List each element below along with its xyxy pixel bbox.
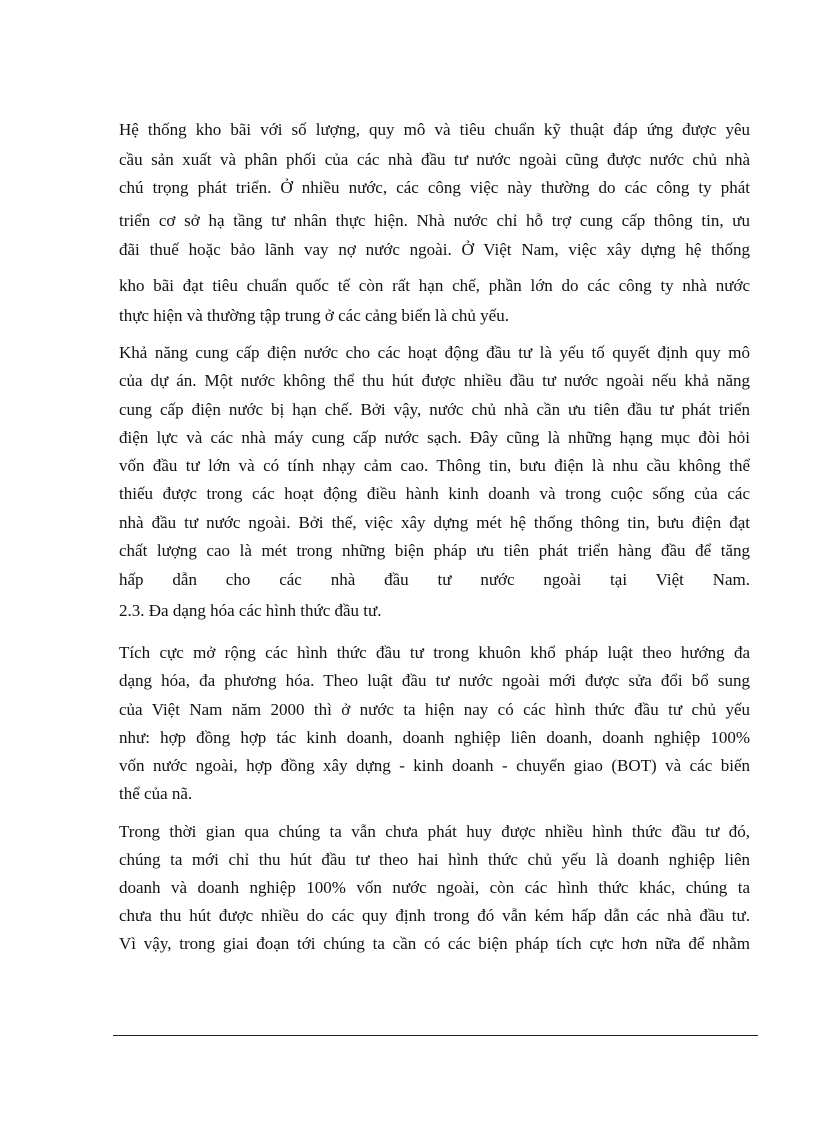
- paragraph-4-line-3: doanh và doanh nghiệp 100% vốn nước ngoài, còn các hình thức khác, chúng ta: [119, 878, 750, 897]
- paragraph-1-line-1: Hệ thống kho bãi với số lượng, quy mô và tiêu chuẩn kỹ thuật đáp ứng được yêu: [119, 120, 750, 139]
- paragraph-3-line-5: vốn nước ngoài, hợp đồng xây dựng - kinh doanh - chuyển giao (BOT) và các biến: [119, 756, 750, 775]
- paragraph-3-line-4: như: hợp đồng hợp tác kinh doanh, doanh nghiệp liên doanh, doanh nghiệp 100%: [119, 728, 750, 747]
- paragraph-2-line-3: cung cấp điện nước bị hạn chế. Bởi vậy, nước chủ nhà cần ưu tiên đầu tư phát triển: [119, 400, 750, 419]
- paragraph-4-line-4: chưa thu hút được nhiều do các quy định trong đó vẫn kém hấp dẫn các nhà đầu tư.: [119, 906, 750, 925]
- paragraph-3-line-6: thể của nã.: [119, 784, 193, 803]
- paragraph-3-line-3: của Việt Nam năm 2000 thì ở nước ta hiện nay có các hình thức đầu tư chủ yếu: [119, 700, 750, 719]
- paragraph-3-line-1: Tích cực mở rộng các hình thức đầu tư trong khuôn khổ pháp luật theo hướng đa: [119, 643, 750, 662]
- paragraph-2-line-6: thiếu được trong các hoạt động điều hành kinh doanh và trong cuộc sống của các: [119, 484, 750, 503]
- paragraph-3-line-2: dạng hóa, đa phương hóa. Theo luật đầu tư nước ngoài mới được sửa đổi bổ sung: [119, 671, 750, 690]
- paragraph-2-line-2: của dự án. Một nước không thể thu hút được nhiều đầu tư nước ngoài nếu khả năng: [119, 371, 750, 390]
- paragraph-2-line-5: vốn đầu tư lớn và có tính nhạy cảm cao. Thông tin, bưu điện là nhu cầu không thể: [119, 456, 750, 475]
- paragraph-2-line-4: điện lực và các nhà máy cung cấp nước sạch. Đây cũng là những hạng mục đòi hỏi: [119, 428, 750, 447]
- paragraph-2-line-9: hấp dẫn cho các nhà đầu tư nước ngoài tại Việt Nam.: [119, 570, 750, 589]
- paragraph-2-line-1: Khả năng cung cấp điện nước cho các hoạt động đầu tư là yếu tố quyết định quy mô: [119, 343, 750, 362]
- paragraph-1-line-3: chú trọng phát triển. Ở nhiều nước, các công việc này thường do các công ty phát: [119, 178, 750, 197]
- paragraph-1-line-7: thực hiện và thường tập trung ở các cảng biển là chủ yếu.: [119, 306, 509, 325]
- paragraph-4-line-5: Vì vậy, trong giai đoạn tới chúng ta cần có các biện pháp tích cực hơn nữa để nhằm: [119, 934, 750, 953]
- footer-divider: [113, 1035, 758, 1036]
- paragraph-2-line-8: chất lượng cao là mét trong những biện pháp ưu tiên phát triển hàng đầu để tăng: [119, 541, 750, 560]
- section-heading: 2.3. Đa dạng hóa các hình thức đầu tư.: [119, 601, 382, 620]
- paragraph-4-line-2: chúng ta mới chỉ thu hút đầu tư theo hai hình thức chủ yếu là doanh nghiệp liên: [119, 850, 750, 869]
- paragraph-1-line-2: cầu sản xuất và phân phối của các nhà đầu tư nước ngoài cũng được nước chủ nhà: [119, 150, 750, 169]
- paragraph-4-line-1: Trong thời gian qua chúng ta vẫn chưa phát huy được nhiều hình thức đầu tư đó,: [119, 822, 750, 841]
- paragraph-1-line-4: triển cơ sở hạ tầng tư nhân thực hiện. Nhà nước chỉ hỗ trợ cung cấp thông tin, ưu: [119, 211, 750, 230]
- paragraph-1-line-5: đãi thuế hoặc bảo lãnh vay nợ nước ngoài. Ở Việt Nam, việc xây dựng hệ thống: [119, 240, 750, 259]
- paragraph-1-line-6: kho bãi đạt tiêu chuẩn quốc tế còn rất hạn chế, phần lớn do các công ty nhà nước: [119, 276, 750, 295]
- paragraph-2-line-7: nhà đầu tư nước ngoài. Bởi thế, việc xây dựng mét hệ thống thông tin, bưu điện đạt: [119, 513, 750, 532]
